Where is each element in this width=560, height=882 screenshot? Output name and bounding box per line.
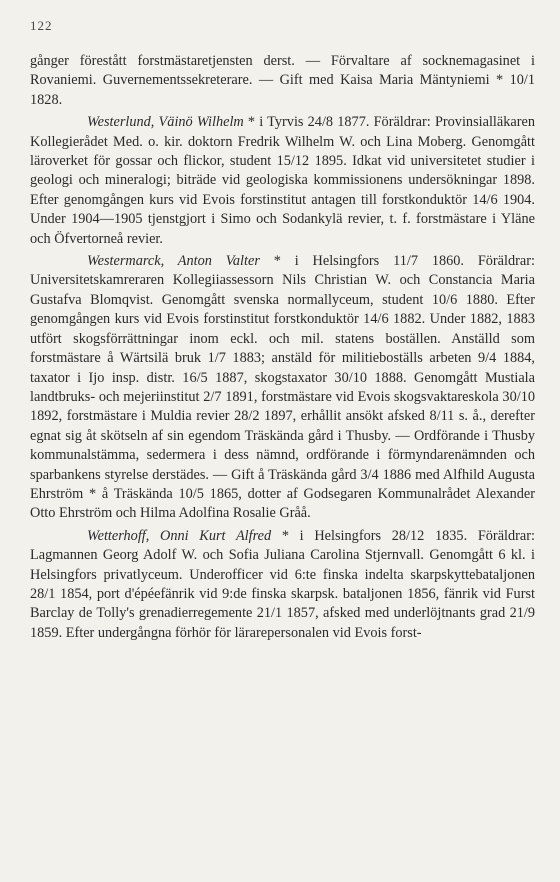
page-number: 122 <box>30 18 53 33</box>
entry-text: * i Helsingfors 28/12 1835. Föräldrar: Lagmannen Georg Adolf W. och Sofia Juliana Carolina Stjernvall. Genomgått 6 kl. i Helsingfors privatlyceum. Underofficer vid 6:te finska indelta skarpskyttebataljonen 28/1 1854, port d'épéefänrik vid 9:de finska skarpsk. bataljonen 1856, fänrik vid Furst Barclay de Tolly's grenadierregemente 21/1 1857, afsked med underlöjtnants grad 21/9 1859. Efter undergångna förhör för lärarepersonalen vid Evois forst- <box>30 527 535 641</box>
entry-name: Westermarck, Anton Valter <box>87 253 260 270</box>
entry-text: * i Helsingfors 11/7 1860. Föräldrar: Universitetskamreraren Kollegiiassessorn Nils Christian W. och Constancia Maria Gustafva Blomqvist. Genomgått svenska normallyceum, student 10/6 1880. Efter genomgången kurs vid Evois forstinstitut forstkonduktör 14/6 1882. Under 1882, 1883 utfört skogsförrättningar inom eckl. och mil. statens boställen. Anställd som forstmästare å Wärtsilä bruk 1/7 1883; anstäld för militieboställs arbeten 9/4 1884, taxator i Ijo insp. distr. 16/5 1887, skogstaxator 30/10 1888. Genomgått Mustiala landtbruks- och mejeriinstitut 2/7 1891, forstmästare vid Evois skogsvaktareskola 30/10 1892, forstmästare i Muldia revier 28/2 1897, erhållit ansökt afsked 8/11 s. å., derefter egnat sig åt skötseln af sin egendom Träskända gård i Thusby. — Ordförande i Thusby kommunalstämma, sedermera i dess nämnd, ordförande i förmyndarenämnden och sparbankens styrelse derstädes. — Gift å Träskända gård 3/4 1886 med Alfhild Augusta Ehrström * å Träskända 10/5 1865, dotter af Godsegaren Kommunalrådet Alexander Otto Ehrström och Hilma Adolfina Rosalie Gråå. <box>30 253 535 522</box>
entry-continuation <box>30 52 535 110</box>
entry-text: * i Tyrvis 24/8 1877. Föräldrar: Provinsialläkaren Kollegierådet Med. o. kir. doktorn Fredrik Wilhelm W. och Lina Moberg. Genomgått läroverket för gossar och flickor, student 15/12 1895. Idkat vid universitetet studier i geologi och mineralogi; biträde vid geologiska kommissionens undersökningar 1898. Efter genomgången kurs vid Evois forstinstitut antagen till forstkonduktör 14/6 1904. Under 1904—1905 tjenstgjort i Simo och Sodankylä revier, t. f. forstmästare i Yläne och Öfvertorneå revier. <box>30 114 535 247</box>
entry-wetterhoff <box>30 527 535 643</box>
entry-name: Wetterhoff, Onni Kurt Alfred <box>87 527 272 544</box>
entry-westerlund <box>30 113 535 249</box>
entry-westermarck <box>30 252 535 524</box>
entry-name: Westerlund, Väinö Wilhelm <box>87 114 244 131</box>
biography-text <box>30 52 535 643</box>
entry-text: gånger förestått forstmästaretjensten derst. — Förvaltare af socknemagasinet i Rovaniemi. Guvernementssekreterare. — Gift med Kaisa Maria Mäntyniemi * 10/1 1828. <box>30 53 535 108</box>
